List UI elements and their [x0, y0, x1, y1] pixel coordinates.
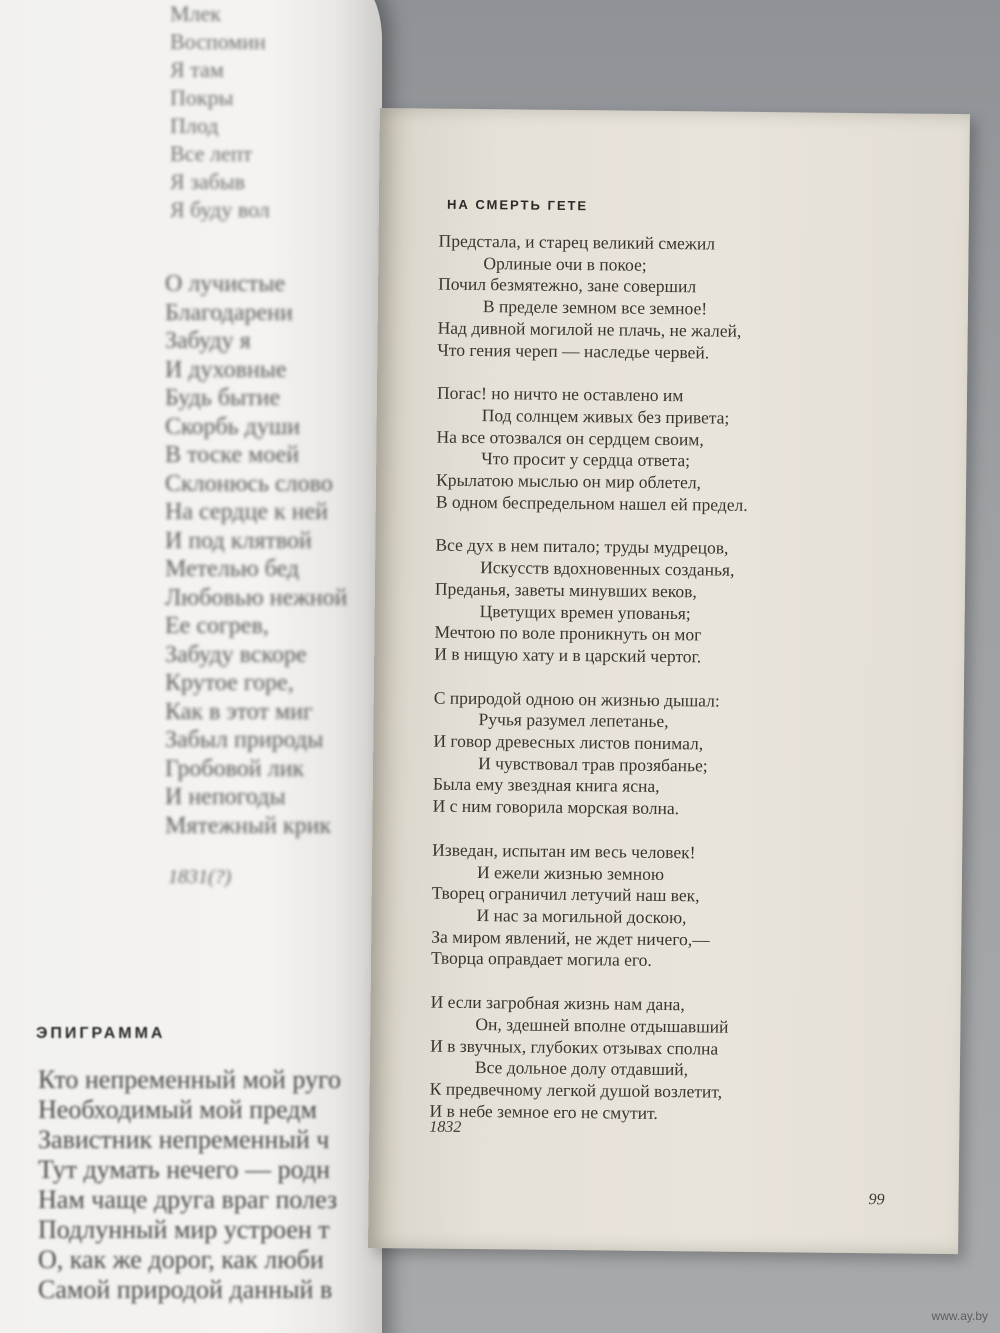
left-text-fragment: Крутое горе, — [165, 670, 294, 696]
left-text-fragment: Забуду я — [165, 328, 251, 354]
poem-line: Ручья разумел лепетанье, — [478, 709, 669, 732]
poem-stanza — [431, 839, 902, 974]
left-text-fragment: Мятежный крик — [165, 812, 332, 839]
poem-line: Он, здешней вполне отдышавший — [475, 1013, 729, 1037]
poem-body — [429, 231, 909, 1149]
left-text-fragment: Любовью нежной — [165, 584, 348, 611]
left-text-fragment: О, как же дорог, как люби — [38, 1245, 324, 1274]
poem-line: И с ним говорила морская волна. — [432, 795, 680, 819]
poem-line: Что гения череп — наследье червей. — [437, 339, 710, 362]
left-text-fragment: Млек — [170, 1, 221, 26]
poem-stanza — [437, 231, 908, 366]
poem-line: На все отозвался он сердцем своим, — [436, 426, 704, 450]
left-text-fragment: Гробовой лик — [165, 755, 305, 782]
poem-line: В одном беспредельном нашел ей предел. — [435, 491, 748, 515]
left-text-fragment: Я буду вол — [170, 197, 270, 222]
poem-line: И говор древесных листов понимал, — [433, 730, 704, 754]
left-text-fragment: Завистник непременный ч — [38, 1125, 330, 1154]
poem-line: Изведан, испытан им весь человек! — [432, 839, 696, 863]
poem-line: Крылатою мыслью он мир облетел, — [436, 469, 702, 493]
poem-line: И в звучных, глубоких отзывах сполна — [430, 1035, 719, 1059]
poem-line: Творца оправдает могила его. — [430, 947, 652, 971]
poem-line: Все дольное долу отдавший, — [474, 1057, 689, 1080]
poem-line: Была ему звездная книга ясна, — [432, 774, 660, 797]
left-page — [0, 0, 382, 1333]
left-text-fragment: В тоске моей — [165, 442, 300, 468]
right-page — [368, 108, 970, 1254]
poem-line: Творец ограничил летучий наш век, — [431, 882, 700, 906]
left-text-fragment: О лучистые — [165, 271, 286, 297]
left-text-fragment: Кто непременный мой руго — [38, 1065, 342, 1094]
epigram-title: ЭПИГРАММА — [36, 1025, 166, 1042]
left-text-fragment: И непогоды — [165, 784, 286, 810]
left-year: 1831(?) — [168, 866, 232, 888]
poem-line: Мечтою по воле проникнуть он мог — [434, 621, 702, 645]
left-text-fragment: Самой природой данный в — [38, 1275, 333, 1304]
poem-year: 1832 — [429, 1118, 462, 1136]
left-text-fragment: Склонюсь слово — [165, 470, 333, 497]
page-number: 99 — [868, 1191, 885, 1209]
left-text-fragment: Метелью бед — [165, 556, 300, 582]
left-text-fragment: Воспомин — [170, 29, 266, 54]
poem-line: К предвечному легкой душой возлетит, — [429, 1078, 723, 1102]
left-text-fragment: И духовные — [165, 356, 287, 383]
poem-stanza — [436, 383, 907, 518]
epigram-lines — [38, 1065, 378, 1305]
poem-line: И в небе земное его не смутит. — [429, 1100, 658, 1123]
poem-line: И чувствовал трав прозябанье; — [478, 752, 708, 776]
poem-line: За миром явлений, не ждет ничего,— — [431, 926, 710, 950]
left-text-fragment: Как в этот миг — [165, 698, 313, 725]
left-text-fragment: Будь бытие — [165, 385, 281, 411]
left-mid-fragments — [165, 270, 385, 840]
poem-line: И в нищую хату и в царский чертог. — [434, 643, 702, 667]
poem-line: Все дух в нем питало; труды мудрецов, — [435, 535, 729, 559]
poem-line: Под солнцем живых без привета; — [481, 405, 730, 428]
left-text-fragment: Забуду вскоре — [165, 641, 307, 668]
left-text-fragment: Скорбь души — [165, 413, 301, 440]
left-text-fragment: Покры — [170, 85, 234, 110]
poem-stanza — [434, 535, 905, 670]
left-text-fragment: Благодарени — [165, 299, 293, 326]
left-top-fragments — [170, 0, 380, 224]
left-text-fragment: Ее согрев, — [165, 613, 269, 639]
poem-stanza — [429, 992, 900, 1127]
left-text-fragment: Нам чаще друга враг полез — [38, 1185, 338, 1214]
left-text-fragment: Тут думать нечего — родн — [38, 1155, 331, 1184]
left-text-fragment: Я там — [170, 57, 224, 82]
poem-line: Предстала, и старец великий смежил — [438, 230, 716, 254]
left-text-fragment: Подлунный мир устроен т — [38, 1215, 330, 1244]
left-text-fragment: Плод — [170, 113, 219, 138]
poem-line: Цветущих времен упованья; — [479, 600, 691, 623]
left-text-fragment: На сердце к ней — [165, 499, 328, 525]
poem-line: Что просит у сердца ответа; — [481, 448, 691, 471]
poem-line: И ежели жизнью земною — [476, 861, 665, 884]
left-text-fragment: Необходимый мой предм — [38, 1095, 317, 1124]
watermark: www.ay.by — [931, 1309, 988, 1323]
poem-line: Погас! но ничто не оставлено им — [436, 382, 684, 406]
poem-title: НА СМЕРТЬ ГЕТЕ — [446, 196, 589, 214]
poem-line: Почил безмятежно, зане совершил — [438, 274, 697, 297]
poem-line: Преданья, заветы минувших веков, — [434, 578, 697, 602]
left-text-fragment: Все лепт — [170, 141, 253, 166]
poem-line: Орлиные очи в покое; — [483, 252, 647, 275]
poem-line: И нас за могильной доскою, — [476, 905, 687, 928]
poem-line: С природой одною он жизнью дышал: — [433, 687, 720, 711]
poem-stanza — [433, 687, 904, 822]
poem-line: И если загробная жизнь нам дана, — [430, 991, 685, 1015]
poem-line: В пределе земном все земное! — [482, 296, 708, 319]
poem-line: Над дивной могилой не плачь, не жалей, — [437, 317, 742, 341]
left-text-fragment: Забыл природы — [165, 727, 324, 753]
left-text-fragment: И под клятвой — [165, 527, 312, 554]
left-text-fragment: Я забыв — [170, 169, 245, 194]
poem-line: Искусств вдохновенных созданья, — [480, 557, 735, 580]
